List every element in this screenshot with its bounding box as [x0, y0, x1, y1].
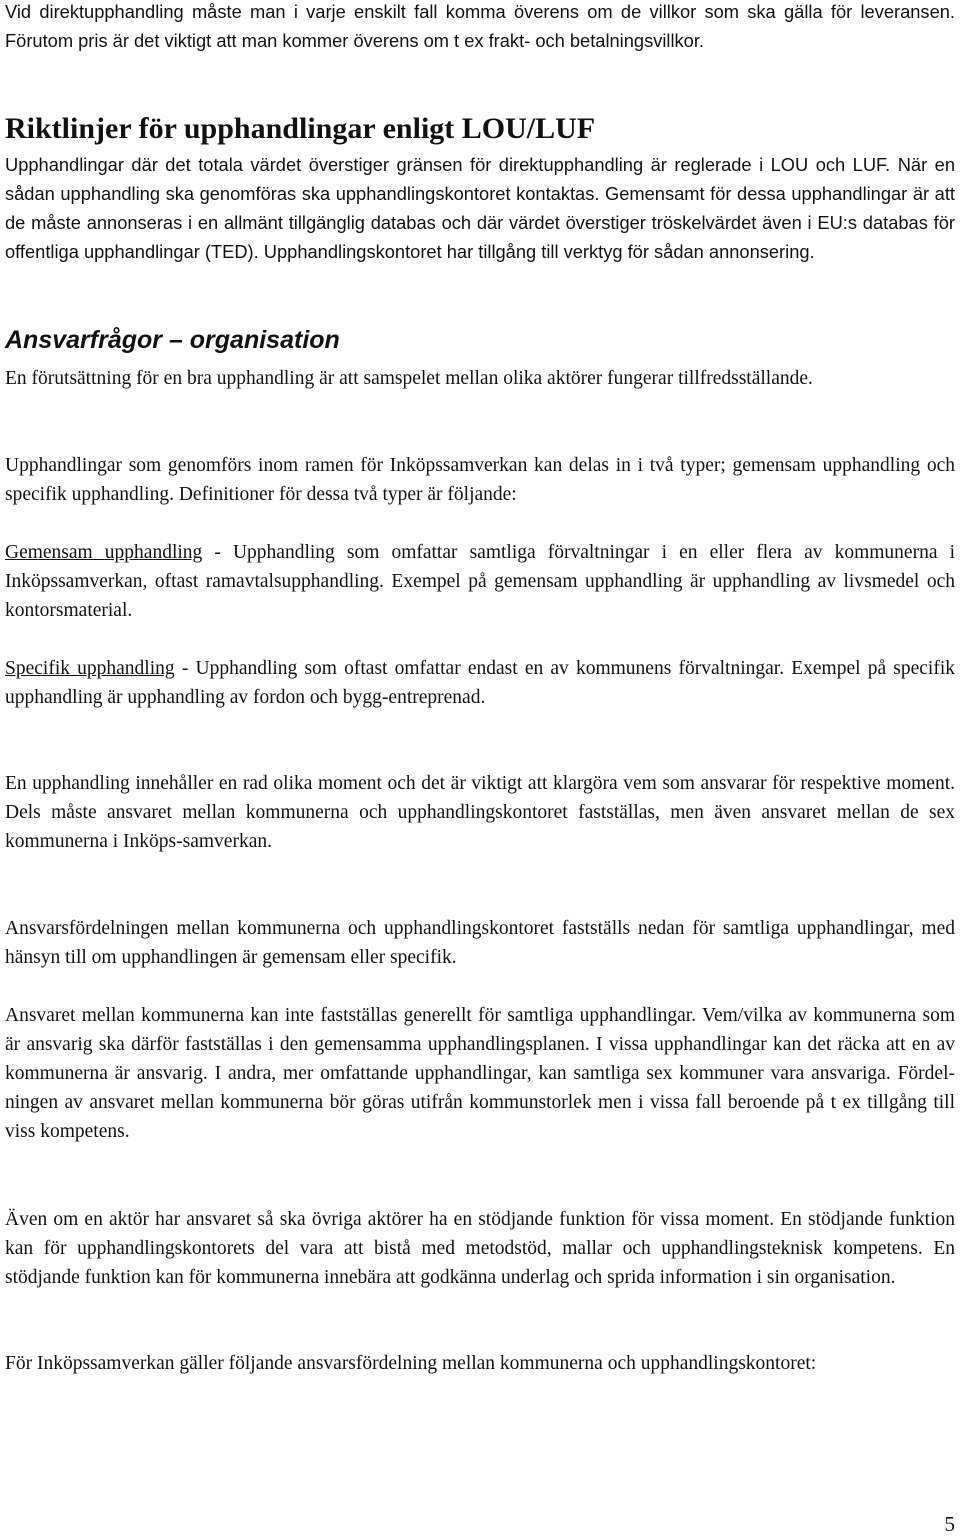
section-heading-riktlinjer: Riktlinjer för upphandlingar enligt LOU/LUF — [5, 112, 596, 145]
definition-specifik-text: - Upphandling som oftast omfattar endast en av kommunens förvaltningar. Exempel på specifik upphandling är upphandling av fordon och bygg-entreprenad. — [5, 658, 956, 708]
riktlinjer-paragraph: Upphandlingar där det totala värdet överstiger gränsen för direktupphandling är reglerade i LOU och LUF. När en sådan upphandling ska genomföras ska upphandlingskontoret kontaktas. Gemensamt för dessa upphandlingar är att de måste annonseras i en allmänt tillgänglig databas och där värdet överstiger tröskelvärdet även i EU:s databas för offentliga upphandlingar (TED). Upphandlingskontoret har tillgång till verktyg för sådan annonsering. — [5, 154, 955, 262]
intro-paragraph: Vid direktupphandling måste man i varje enskilt fall komma överens om de villkor som ska gälla för leveransen. Förutom pris är det viktigt att man kommer överens om t ex frakt- och betalningsvillkor. — [5, 1, 955, 51]
paragraph-moment: En upphandling innehåller en rad olika moment och det är viktigt att klargöra vem som ansvarar för respektive moment. Dels måste ansvaret mellan kommunerna och upphandlingskontoret fastställas, men även ansvaret mellan de sex kommunerna i Inköps-samverkan. — [5, 773, 955, 852]
definition-gemensam-text: - Upphandling som omfattar samtliga förvaltningar i en eller flera av kommunerna i Inköpssamverkan, oftast ramavtalsupphandling. Exempel på gemensam upphandling är upphandling av livsmedel och kontorsmaterial. — [5, 542, 955, 621]
paragraph-ansvarsfordelning: Ansvarsfördelningen mellan kommunerna och upphandlingskontoret fastställs nedan för samtliga upphandlingar, med hänsyn till om upphandlingen är gemensam eller specifik. — [5, 918, 955, 968]
section-heading-ansvarfragor: Ansvarfrågor – organisation — [5, 326, 340, 354]
definition-gemensam — [5, 538, 955, 625]
page-number: 5 — [944, 1512, 955, 1536]
paragraph-forutsattning: En förutsättning för en bra upphandling är att samspelet mellan olika aktörer fungerar tillfredsställande. — [5, 368, 813, 389]
paragraph-stodjande-funktion: Även om en aktör har ansvaret så ska övriga aktörer ha en stödjande funktion för vissa moment. En stödjande funktion kan för upphandlingskontorets del vara att bistå med metodstöd, mallar och upphandlingsteknisk kompetens. En stödjande funktion kan för kommunerna innebära att godkänna underlag och sprida information i sin organisation. — [5, 1209, 955, 1288]
paragraph-ansvaret-mellan-kommunerna: Ansvaret mellan kommunerna kan inte fastställas generellt för samtliga upphandlingar. Vem/vilka av kommunerna som är ansvarig ska därför fastställas i den gemensamma upphandlingsplanen. I vissa upphandlingar kan det räcka att en av kommunerna är ansvarig. I andra, mer omfattande upphandlingar, kan samtliga sex kommuner vara ansvariga. Fördel-ningen av ansvaret mellan kommunerna bör göras utifrån kommunstorlek men i vissa fall beroende på t ex tillgång till viss kompetens. — [5, 1005, 955, 1142]
paragraph-ansvarsfordelning-inkopssamverkan: För Inköpssamverkan gäller följande ansvarsfördelning mellan kommunerna och upphandlingskontoret: — [5, 1353, 817, 1374]
definition-specifik — [5, 654, 955, 712]
term-gemensam-upphandling: Gemensam upphandling — [5, 542, 203, 563]
term-specifik-upphandling: Specifik upphandling — [5, 658, 175, 679]
paragraph-typer: Upphandlingar som genomförs inom ramen för Inköpssamverkan kan delas in i två typer; gemensam upphandling och specifik upphandling. Definitioner för dessa två typer är följande: — [5, 455, 955, 505]
